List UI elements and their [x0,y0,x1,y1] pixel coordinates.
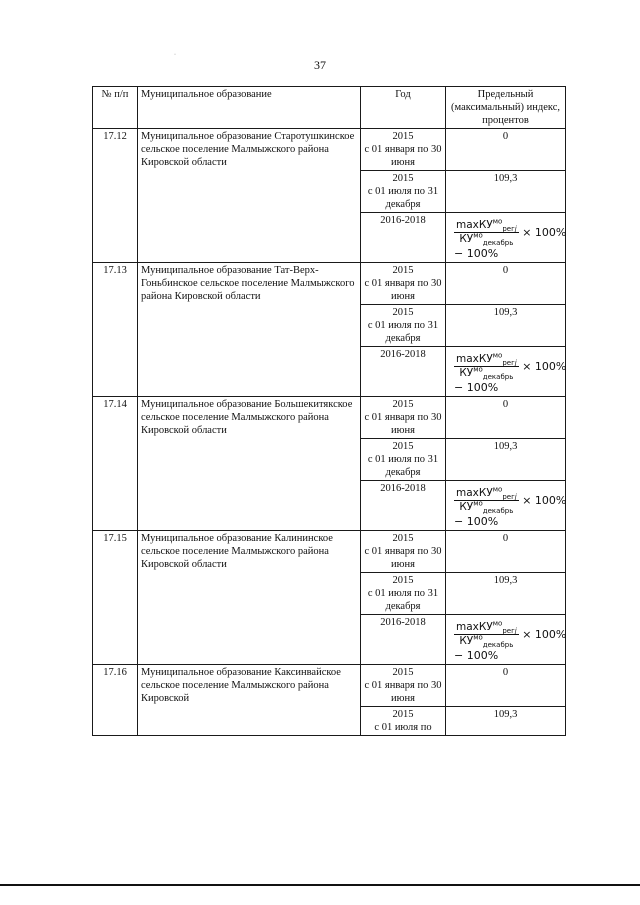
header-year: Год [361,87,446,129]
row-number: 17.13 [93,263,138,397]
period-range: с 01 января по 30 июня [364,278,442,302]
period-range: с 01 января по 30 июня [364,546,442,570]
period-cell [361,439,446,481]
footer-rule [0,884,640,886]
formula-fraction [454,487,519,514]
municipality-name: Муниципальное образование Старотушкинское сельское поселение Малмыжского района Кировской области [138,129,361,263]
table-row [93,665,566,707]
period-year: 2015 [392,131,414,142]
period-range: с 01 января по 30 июня [364,680,442,704]
row-number: 17.16 [93,665,138,736]
period-year: 2015 [392,667,414,678]
period-year: 2015 [392,709,414,720]
index-value: 0 [446,665,566,707]
period-range: с 01 июля по [374,722,432,733]
index-value: 0 [446,397,566,439]
index-value [446,213,566,263]
period-year: 2015 [392,441,414,452]
period-cell [361,707,446,736]
formula-minus: − 100% [454,247,499,260]
period-cell [361,129,446,171]
formula-numerator: maxКУ$^{мо}_{регj}$ [456,619,517,636]
period-cell [361,213,446,263]
formula-times: × 100% [522,359,567,373]
formula-fraction [454,621,519,648]
period-year: 2015 [392,173,414,184]
index-value: 109,3 [446,439,566,481]
formula-minus: − 100% [454,381,499,394]
period-year: 2016-2018 [380,483,426,494]
header-municipality: Муниципальное образование [138,87,361,129]
index-value: 0 [446,531,566,573]
municipality-name: Муниципальное образование Каксинвайское сельское поселение Малмыжского района Кировской [138,665,361,736]
period-range: с 01 июля по 31 декабря [367,588,439,612]
formula-denominator: $КУ^{мо}_{декабрь}$ [459,499,514,516]
row-number: 17.12 [93,129,138,263]
table-row [93,397,566,439]
period-range: с 01 июля по 31 декабря [367,454,439,478]
period-cell [361,481,446,531]
period-cell [361,573,446,615]
formula-denominator: $КУ^{мо}_{декабрь}$ [459,633,514,650]
period-cell [361,171,446,213]
index-value: 109,3 [446,305,566,347]
period-year: 2016-2018 [380,349,426,360]
tariff-index-table [92,86,566,736]
period-year: 2015 [392,307,414,318]
index-value [446,481,566,531]
table-row [93,531,566,573]
municipality-name: Муниципальное образование Большекитякское сельское поселение Малмыжского района Кировской области [138,397,361,531]
index-value [446,347,566,397]
formula-times: × 100% [522,493,567,507]
formula-numerator: maxКУ$^{мо}_{регj}$ [456,217,517,234]
period-cell [361,615,446,665]
period-year: 2015 [392,265,414,276]
formula-times: × 100% [522,627,567,641]
period-cell [361,347,446,397]
period-year: 2015 [392,533,414,544]
period-year: 2015 [392,575,414,586]
formula-minus: − 100% [454,515,499,528]
municipality-name: Муниципальное образование Калининское сельское поселение Малмыжского района Кировской области [138,531,361,665]
index-value [446,615,566,665]
period-year: 2016-2018 [380,215,426,226]
table-header-row [93,87,566,129]
index-value: 109,3 [446,573,566,615]
header-index: Предельный (максимальный) индекс, процентов [446,87,566,129]
period-range: с 01 июля по 31 декабря [367,320,439,344]
formula-minus: − 100% [454,649,499,662]
period-cell [361,397,446,439]
formula-fraction [454,353,519,380]
index-value: 109,3 [446,707,566,736]
index-value: 0 [446,129,566,171]
header-num: № п/п [93,87,138,129]
row-number: 17.14 [93,397,138,531]
period-range: с 01 января по 30 июня [364,144,442,168]
formula-denominator: $КУ^{мо}_{декабрь}$ [459,365,514,382]
period-range: с 01 июля по 31 декабря [367,186,439,210]
scan-speck: · [174,52,176,58]
formula-times: × 100% [522,225,567,239]
index-value: 109,3 [446,171,566,213]
period-cell [361,665,446,707]
table-row [93,263,566,305]
period-year: 2015 [392,399,414,410]
table-body [93,129,566,736]
index-value: 0 [446,263,566,305]
row-number: 17.15 [93,531,138,665]
formula-numerator: maxКУ$^{мо}_{регj}$ [456,485,517,502]
period-cell [361,531,446,573]
table-row [93,129,566,171]
formula-fraction [454,219,519,246]
page-number: 37 [314,58,326,72]
period-cell [361,263,446,305]
formula-denominator: $КУ^{мо}_{декабрь}$ [459,231,514,248]
period-year: 2016-2018 [380,617,426,628]
period-cell [361,305,446,347]
period-range: с 01 января по 30 июня [364,412,442,436]
formula-numerator: maxКУ$^{мо}_{регj}$ [456,351,517,368]
municipality-name: Муниципальное образование Тат-Верх-Гоньбинское сельское поселение Малмыжского района Кировской области [138,263,361,397]
